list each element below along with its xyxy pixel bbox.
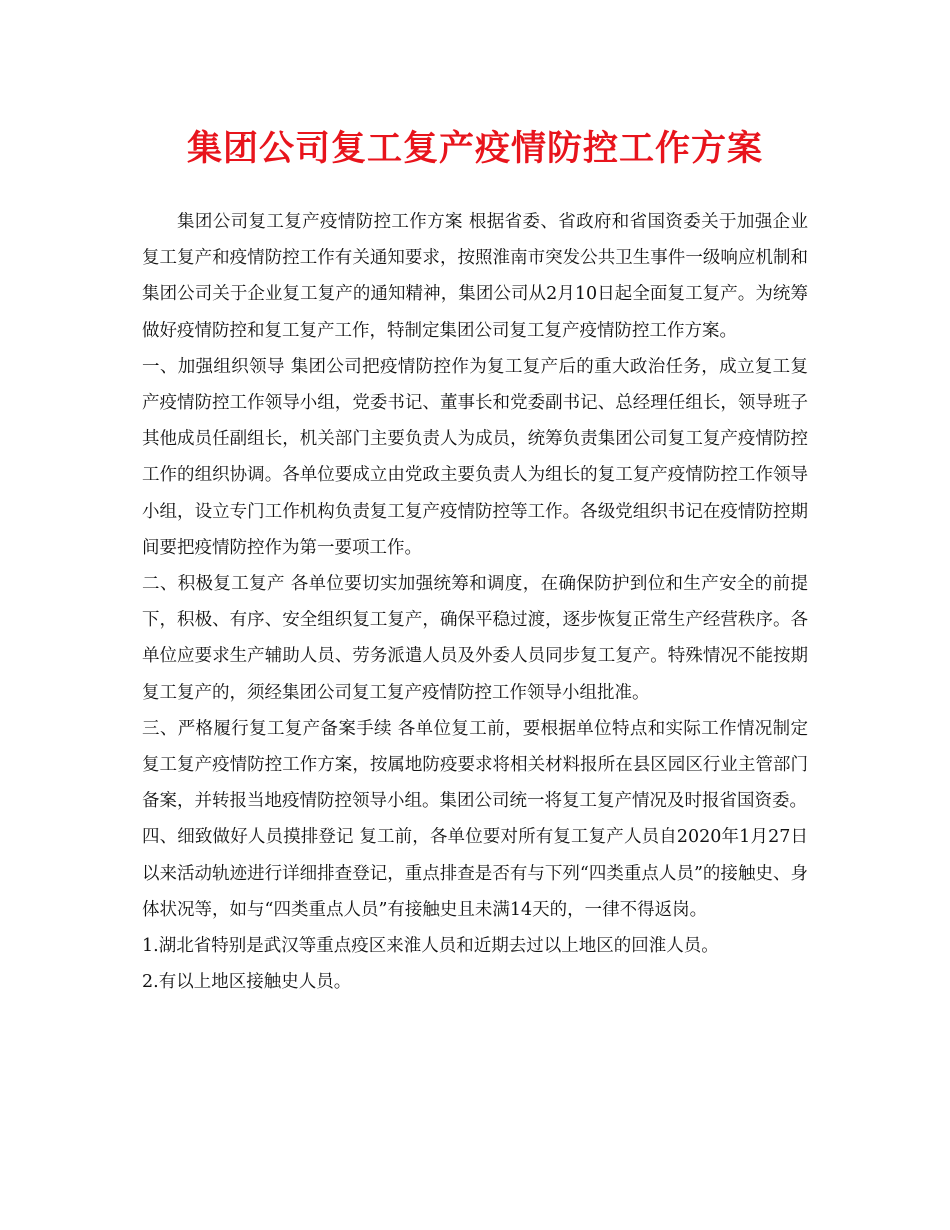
document-body xyxy=(142,204,808,1000)
section-1-paragraph: 一、加强组织领导 集团公司把疫情防控作为复工复产后的重大政治任务，成立复工复产疫情防控工作领导小组，党委书记、董事长和党委副书记、总经理任组长，领导班子其他成员任副组长，机关部门主要负责人为成员，统筹负责集团公司复工复产疫情防控工作的组织协调。各单位要成立由党政主要负责人为组长的复工复产疫情防控工作领导小组，设立专门工作机构负责复工复产疫情防控等工作。各级党组织书记在疫情防控期间要把疫情防控作为第一要项工作。 xyxy=(142,356,808,558)
list-item-1: 1.湖北省特别是武汉等重点疫区来淮人员和近期去过以上地区的回淮人员。 xyxy=(142,936,719,957)
intro-paragraph: 集团公司复工复产疫情防控工作方案 根据省委、省政府和省国资委关于加强企业复工复产和疫情防控工作有关通知要求，按照淮南市突发公共卫生事件一级响应机制和集团公司关于企业复工复产的通知精神，集团公司从2月10日起全面复工复产。为统筹做好疫情防控和复工复产工作，特制定集团公司复工复产疫情防控工作方案。 xyxy=(142,212,808,341)
list-item-2: 2.有以上地区接触史人员。 xyxy=(142,972,352,993)
section-2-paragraph: 二、积极复工复产 各单位要切实加强统筹和调度，在确保防护到位和生产安全的前提下，积极、有序、安全组织复工复产，确保平稳过渡，逐步恢复正常生产经营秩序。各单位应要求生产辅助人员、劳务派遣人员及外委人员同步复工复产。特殊情况不能按期复工复产的，须经集团公司复工复产疫情防控工作领导小组批准。 xyxy=(142,574,808,703)
section-3-paragraph: 三、严格履行复工复产备案手续 各单位复工前，要根据单位特点和实际工作情况制定复工复产疫情防控工作方案，按属地防疫要求将相关材料报所在县区园区行业主管部门备案，并转报当地疫情防控领导小组。集团公司统一将复工复产情况及时报省国资委。 xyxy=(142,718,808,812)
document-title: 集团公司复工复产疫情防控工作方案 xyxy=(186,128,763,169)
section-4-paragraph: 四、细致做好人员摸排登记 复工前，各单位要对所有复工复产人员自2020年1月27日以来活动轨迹进行详细排查登记，重点排查是否有与下列“四类重点人员”的接触史、身体状况等，如与“四类重点人员”有接触史且未满14天的，一律不得返岗。 xyxy=(142,827,808,920)
